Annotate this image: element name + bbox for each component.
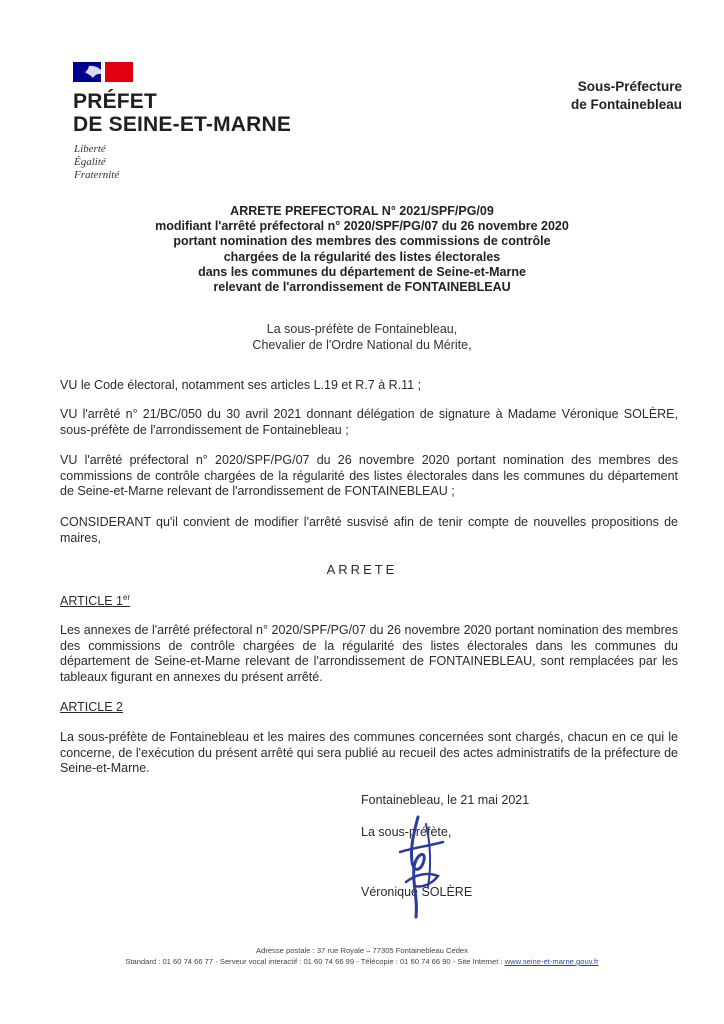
footer-contacts-text: Standard : 01 60 74 66 77 - Serveur vocal interactif : 01 60 74 66 99 - Télécopie : 01 60 74 66 90 - Site Internet : — [125, 957, 505, 966]
signatory-line1: La sous-préfète de Fontainebleau, — [266, 322, 458, 336]
vu-paragraph-3: VU l'arrêté préfectoral n° 2020/SPF/PG/07 du 26 novembre 2020 portant nomination des membres des commissions de contrôle chargées de la régularité des listes électorales dans les communes du département de Seine-et-Marne relevant de l'arrondissement de FONTAINEBLEAU ; — [60, 453, 678, 498]
sous-prefecture-line2: de Fontainebleau — [570, 97, 682, 112]
signatory-line2: Chevalier de l'Ordre National du Mérite, — [252, 337, 472, 352]
sous-prefecture-line1: Sous-Préfecture — [577, 79, 682, 94]
sous-prefecture-label — [571, 78, 682, 114]
decree-title-line1: ARRETE PREFECTORAL N° 2021/SPF/PG/09 — [230, 204, 494, 218]
vu-paragraph-1: VU le Code électoral, notamment ses articles L.19 et R.7 à R.11 ; — [60, 378, 422, 392]
decree-title-line3: portant nomination des membres des commissions de contrôle — [173, 234, 551, 249]
decree-title-line6: relevant de l'arrondissement de FONTAINEBLEAU — [213, 280, 511, 295]
footer-contacts — [40, 957, 684, 967]
decree-title — [60, 204, 664, 295]
motto-liberte: Liberté — [74, 143, 106, 155]
article-2-text: La sous-préfète de Fontainebleau et les maires des communes concernées sont chargés, chacun en ce qui le concerne, de l'exécution du présent arrêté qui sera publié au recueil des actes administratifs de la préfecture de Seine-et-Marne. — [60, 730, 678, 775]
motto-egalite: Égalité — [74, 156, 106, 168]
article-1-title: ARTICLE 1er — [60, 593, 131, 609]
signature-name: Véronique SOLÈRE — [361, 885, 473, 899]
footer-website-link[interactable]: www.seine-et-marne.gouv.fr — [504, 957, 599, 966]
motto-fraternite: Fraternité — [74, 169, 120, 181]
prefet-title: PRÉFET — [73, 90, 158, 113]
prefet-department: DE SEINE-ET-MARNE — [73, 113, 292, 136]
decree-title-line2: modifiant l'arrêté préfectoral n° 2020/SPF/PG/07 du 26 novembre 2020 — [155, 219, 569, 234]
article-2-title: ARTICLE 2 — [60, 700, 123, 714]
signatory-block — [60, 322, 664, 353]
considerant-paragraph: CONSIDERANT qu'il convient de modifier l'arrêté susvisé afin de tenir compte de nouvelles propositions de maires, — [60, 515, 678, 545]
arrete-heading: ARRETE — [326, 562, 398, 577]
signature-date: Fontainebleau, le 21 mai 2021 — [361, 793, 530, 807]
marianne-logo-icon — [73, 62, 133, 82]
handwritten-signature-icon — [388, 812, 458, 922]
decree-title-line5: dans les communes du département de Seine-et-Marne — [198, 264, 526, 279]
vu-paragraph-2: VU l'arrêté n° 21/BC/050 du 30 avril 2021 donnant délégation de signature à Madame Véronique SOLÈRE, sous-préfète de l'arrondissement de Fontainebleau ; — [60, 407, 678, 437]
decree-title-line4: chargées de la régularité des listes électorales — [223, 249, 501, 264]
article-1-text: Les annexes de l'arrêté préfectoral n° 2020/SPF/PG/07 du 26 novembre 2020 portant nomination des membres des commissions de contrôle chargées de la régularité des listes électorales dans les communes du département de Seine-et-Marne relevant de l'arrondissement de FONTAINEBLEAU, sont remplacées par les tableaux figurant en annexes du présent arrêté. — [60, 623, 678, 684]
signature-title: La sous-préfète, — [361, 825, 452, 839]
footer-address: Adresse postale : 37 rue Royale – 77305 Fontainebleau Cedex — [256, 946, 468, 955]
